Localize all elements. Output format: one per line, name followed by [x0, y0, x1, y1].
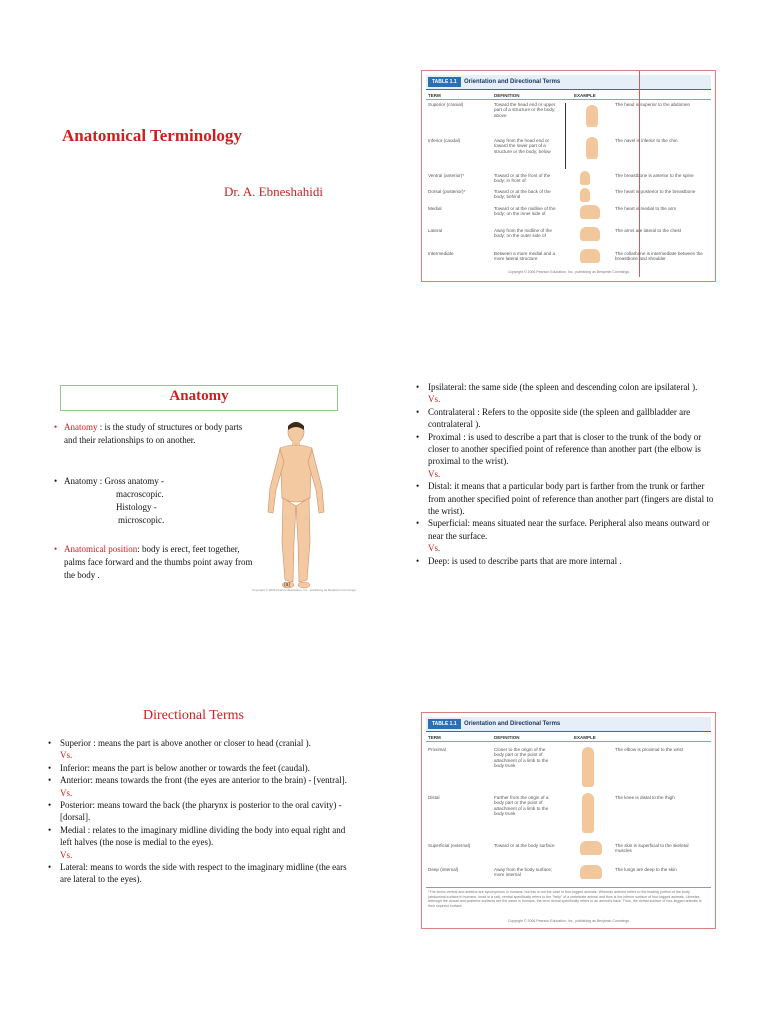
- bullet-icon: •: [48, 800, 52, 811]
- list-item: [416, 517, 718, 542]
- row-example: The breastbone is anterior to the spine: [615, 173, 694, 178]
- list-item: [48, 774, 354, 786]
- list-item: [48, 737, 354, 749]
- table-title: Orientation and Directional Terms: [464, 721, 561, 727]
- bullet-icon: •: [48, 824, 52, 835]
- row-def: Toward or at the back of the body; behind: [494, 189, 551, 200]
- row-term: Deep (internal): [428, 867, 459, 872]
- anatomy-types-line: macroscopic.: [116, 489, 164, 499]
- anatomy-types-line: Anatomy : Gross anatomy -: [64, 476, 164, 486]
- bullet-icon: •: [416, 518, 420, 529]
- table-rule: [426, 741, 711, 742]
- bullet-icon: •: [416, 555, 420, 566]
- vs-label: Vs.: [428, 543, 441, 554]
- row-def: Toward the head end or upper part of a structure or the body; above: [494, 102, 556, 118]
- anatomy-bullet-definition: [54, 421, 244, 447]
- row-term: Superficial (external): [428, 843, 471, 848]
- list-item: [48, 861, 354, 886]
- row-example: The elbow is proximal to the wrist: [615, 747, 683, 752]
- row-example: The arms are lateral to the chest: [615, 228, 682, 233]
- bullet-icon: •: [54, 544, 58, 554]
- row-def: Away from the head end or toward the lower part of a structure or the body; below: [494, 138, 551, 154]
- list-item: [416, 431, 718, 468]
- row-def: Toward or at the front of the body; in front of: [494, 173, 551, 184]
- row-example: The heart is medial to the arm: [615, 206, 677, 211]
- figure-label: (a): [284, 582, 291, 588]
- bullet-icon: •: [416, 431, 420, 442]
- row-term: Distal: [428, 795, 440, 800]
- row-term: Medial: [428, 206, 442, 211]
- directional-title: Directional Terms: [143, 708, 245, 723]
- vs-label: Vs.: [428, 394, 441, 405]
- anatomy-types-line: microscopic.: [118, 515, 165, 525]
- list-item: [416, 555, 718, 567]
- row-term: Inferior (caudal): [428, 138, 461, 143]
- row-def: Between a more medial and a more lateral structure: [494, 251, 556, 262]
- list-item: [416, 381, 718, 393]
- term-inferior: Inferior: means the part is below another or towards the feet (caudal).: [60, 762, 310, 773]
- row-term: Superior (cranial): [428, 102, 464, 107]
- anatomy-bullet-types: [54, 475, 244, 527]
- bullet-icon: •: [54, 422, 58, 432]
- table-rule: [426, 99, 711, 100]
- list-item: [48, 762, 354, 774]
- row-example: The knee is distal to the thigh: [615, 795, 675, 800]
- vs-label: Vs.: [60, 849, 73, 860]
- anatomy-types-line: Histology -: [116, 502, 157, 512]
- anatomy-definition-text: : is the study of structures or body parts and their relationships to on another.: [64, 422, 243, 445]
- table-copyright: Copyright © 2006 Pearson Education, Inc., publishing as Benjamin Cummings.: [508, 919, 631, 923]
- term-contralateral: Contralateral : Refers to the opposite side (the spleen and gallbladder are contralateral ).: [428, 406, 691, 430]
- vs-label: Vs.: [60, 787, 73, 798]
- row-def: Away from the midline of the body; on the outer side of: [494, 228, 552, 239]
- vs-label: Vs.: [60, 750, 73, 761]
- table-rule: [426, 887, 711, 888]
- list-item: [48, 824, 354, 849]
- arm-figure-icon: [582, 747, 594, 787]
- body-figure-icon: [580, 188, 590, 202]
- col-example: EXAMPLE: [574, 735, 596, 740]
- row-example: The skin is superficial to the skeletal muscles: [615, 843, 689, 854]
- col-example: EXAMPLE: [574, 93, 596, 98]
- figure-caption: Copyright © 2006 Pearson Education, Inc., publishing as Benjamin Cummings.: [252, 588, 357, 592]
- row-term: Ventral (anterior)*: [428, 173, 465, 178]
- bullet-icon: •: [54, 476, 58, 486]
- term-deep: Deep: is used to describe parts that are more internal .: [428, 555, 622, 566]
- table-title: Orientation and Directional Terms: [464, 79, 561, 85]
- bullet-icon: •: [48, 775, 52, 786]
- terms-list: [416, 381, 718, 567]
- term-medial: Medial : relates to the imaginary midline dividing the body into equal right and left halves (the nose is medial to the eyes).: [60, 824, 346, 848]
- directional-list: [48, 737, 354, 886]
- list-item: [48, 799, 354, 824]
- row-def: Farther from the origin of a body part or the point of attachment of a limb to the body trunk: [494, 795, 549, 817]
- list-item: [416, 480, 718, 517]
- table-footnote: *The terms ventral and anterior are synonymous in humans, but this is not the case in four-legged animals. Whereas anterior refers to the leading portion of the body (abdominal surface in humans, head in a cat), ventral specifically refers to the "belly" of a vertebrate animal and thus is the inferior surface of four-legged animals. Likewise, although the dorsal and posterior surfaces are the same in humans, the term dorsal specifically refers to an animal's back. Thus, the dorsal surface of four-legged animals is their superior surface.: [428, 890, 702, 908]
- table-header-bar: [426, 717, 711, 732]
- anatomy-bullet-position: [54, 543, 256, 582]
- row-term: Dorsal (posterior)*: [428, 189, 466, 194]
- row-example: The lungs are deep to the skin: [615, 867, 677, 872]
- term-distal: Distal: it means that a particular body part is farther from the trunk or farther from another specified point of reference than another part (fingers are distal to the wrist).: [428, 481, 714, 517]
- table-tag: TABLE 1.1: [428, 77, 461, 87]
- torso-figure-icon: [580, 841, 602, 855]
- vertical-arrow-icon: [565, 103, 566, 169]
- anatomical-position-figure: [258, 418, 334, 594]
- slide-title: Anatomical Terminology: [62, 126, 242, 145]
- table-copyright: Copyright © 2006 Pearson Education, Inc., publishing as Benjamin Cummings.: [508, 270, 631, 274]
- bullet-icon: •: [48, 738, 52, 748]
- anatomy-title: Anatomy: [169, 388, 229, 404]
- orientation-table-1: [421, 70, 716, 282]
- term-ipsilateral: Ipsilateral: the same side (the spleen and descending colon are ipsilateral ).: [428, 382, 698, 392]
- col-term: TERM: [428, 735, 441, 740]
- body-figure-icon: [586, 105, 598, 127]
- term-proximal: Proximal : is used to describe a part that is closer to the trunk of the body or closer to another specified point of reference than another part (the elbow is proximal to the wrist).: [428, 431, 702, 467]
- body-figure-icon: [580, 205, 600, 219]
- slide-author: Dr. A. Ebneshahidi: [224, 184, 323, 199]
- body-figure-icon: [580, 227, 600, 241]
- col-term: TERM: [428, 93, 441, 98]
- col-definition: DEFINITION: [494, 93, 520, 98]
- table-header-bar: [426, 75, 711, 90]
- body-figure-icon: [580, 249, 600, 263]
- leg-figure-icon: [582, 793, 594, 833]
- term-superficial: Superficial: means situated near the surface. Peripheral also means outward or near the surface.: [428, 518, 710, 541]
- row-example: The collarbone is intermediate between the breastbone and shoulder: [615, 251, 703, 262]
- term-anatomical-position: Anatomical position: [64, 544, 138, 554]
- row-def: Away from the body surface; more internal: [494, 867, 553, 878]
- orientation-table-2: [421, 712, 716, 929]
- bullet-icon: •: [416, 481, 420, 492]
- term-anatomy: Anatomy: [64, 422, 98, 432]
- term-anterior: Anterior: means towards the front (the eyes are anterior to the brain) - [ventral].: [60, 775, 347, 786]
- col-definition: DEFINITION: [494, 735, 520, 740]
- row-term: Proximal: [428, 747, 446, 752]
- body-figure-icon: [586, 137, 598, 159]
- row-term: Lateral: [428, 228, 443, 233]
- term-posterior: Posterior: means toward the back (the pharynx is posterior to the oral cavity) - [dorsal].: [60, 800, 342, 823]
- row-example: The navel is inferior to the chin: [615, 138, 678, 143]
- row-term: Intermediate: [428, 251, 454, 256]
- term-lateral: Lateral: means to words the side with respect to the imaginary midline (the ears are lateral to the eyes).: [60, 862, 347, 885]
- row-example: The head is superior to the abdomen: [615, 102, 691, 107]
- list-item: [416, 406, 718, 431]
- bullet-icon: •: [416, 406, 420, 417]
- row-def: Toward or at the body surface: [494, 843, 555, 848]
- anatomical-position-text: : body is erect, feet together, palms face forward and the thumbs point away from the body .: [64, 544, 253, 580]
- row-example: The heart is posterior to the breastbone: [615, 189, 696, 194]
- bullet-icon: •: [416, 382, 420, 392]
- term-superior: Superior : means the part is above another or closer to head (cranial ).: [60, 738, 311, 748]
- bullet-icon: •: [48, 862, 52, 873]
- torso-figure-icon: [580, 865, 602, 879]
- table-tag: TABLE 1.1: [428, 719, 461, 729]
- row-def: Closer to the origin of the body part or the point of attachment of a limb to the body trunk: [494, 747, 549, 769]
- vs-label: Vs.: [428, 468, 441, 479]
- row-def: Toward or at the midline of the body; on the inner side of: [494, 206, 556, 217]
- body-figure-icon: [580, 171, 590, 185]
- bullet-icon: •: [48, 762, 52, 773]
